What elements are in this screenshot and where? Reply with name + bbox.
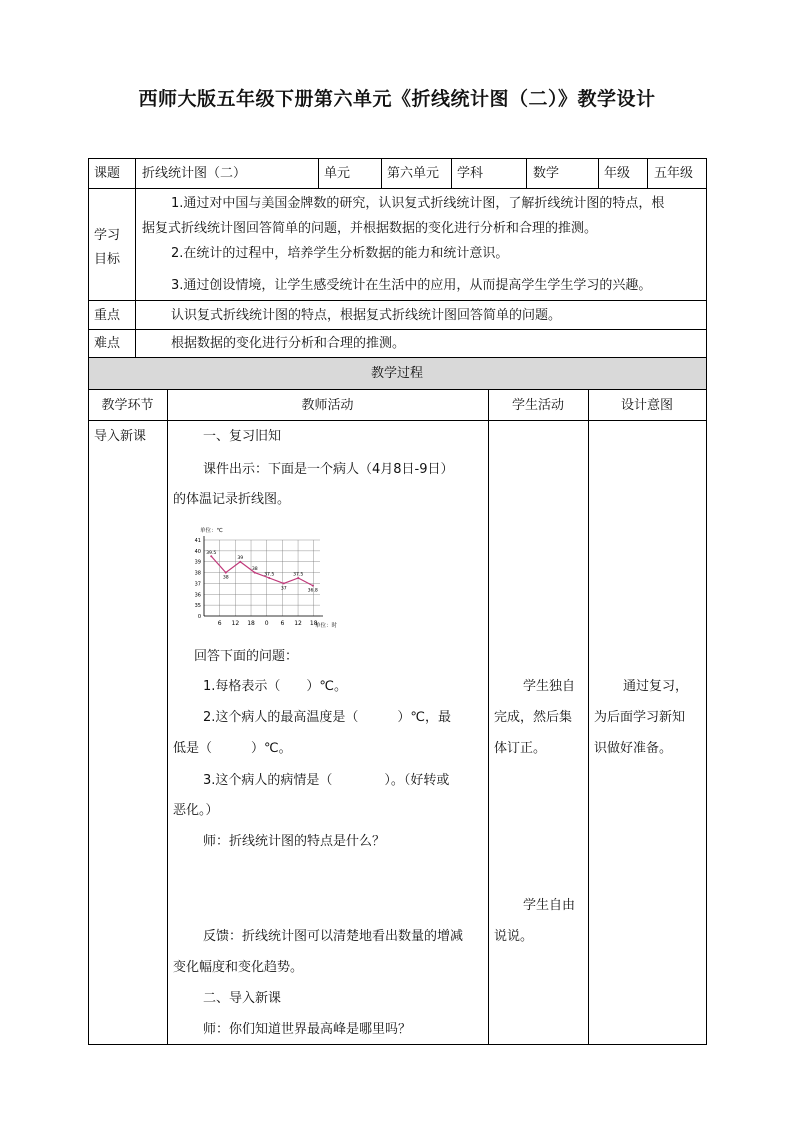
- teacher-line: 反馈：折线统计图可以清楚地看出数量的增减: [203, 929, 464, 944]
- chart-data-label: 37.5: [293, 572, 304, 578]
- teacher-line: 2.这个病人的最高温度是（ ）℃，最: [203, 710, 452, 725]
- process-header: 教学过程: [370, 366, 423, 381]
- student-line: 学生自由: [523, 898, 576, 913]
- goals-line: 据复式折线统计图回答简单的问题，并根据数据的变化进行分析和合理的推测。: [142, 221, 598, 236]
- grade-label: 年级: [604, 166, 631, 181]
- grade-value: 五年级: [654, 166, 694, 181]
- column-header-student: 学生活动: [511, 398, 564, 413]
- key-point-text: 认识复式折线统计图的特点，根据复式折线统计图回答简单的问题。: [171, 308, 562, 323]
- chart-point: [225, 572, 227, 574]
- chart-y-tick-label: 41: [194, 538, 201, 544]
- chart-grid: [204, 540, 320, 616]
- chart-data-label: 39.5: [206, 550, 217, 556]
- intent-line: 为后面学习新知: [594, 710, 686, 725]
- table-border: [88, 188, 707, 189]
- table-border: [88, 158, 89, 1045]
- unit-value: 第六单元: [387, 166, 440, 181]
- chart-y-tick-label: 40: [194, 548, 201, 555]
- table-border: [598, 158, 599, 188]
- teacher-line: 低是（ ）℃。: [173, 741, 292, 756]
- table-border: [451, 158, 452, 188]
- chart-data-labels: [206, 550, 318, 594]
- teacher-line: 一、复习旧知: [203, 429, 282, 444]
- goals-line: 2.在统计的过程中，培养学生分析数据的能力和统计意识。: [171, 246, 509, 261]
- intent-line: 识做好准备。: [594, 741, 673, 756]
- teacher-line: 恶化。）: [173, 803, 219, 818]
- student-line: 完成，然后集: [494, 710, 573, 725]
- chart-data-label: 37: [280, 586, 287, 592]
- goals-line: 3.通过创设情境，让学生感受统计在生活中的应用，从而提高学生学生学习的兴趣。: [171, 278, 652, 293]
- table-border: [167, 389, 168, 1045]
- subject-value: 数学: [533, 166, 560, 181]
- column-header-intent: 设计意图: [620, 398, 673, 413]
- student-line: 学生独自: [523, 679, 576, 694]
- chart-data-label: 38: [251, 567, 258, 573]
- unit-label: 单元: [324, 166, 351, 181]
- chart-x-ticks: [218, 620, 318, 627]
- chart-y-unit-label: 单位：℃: [200, 528, 223, 534]
- table-border: [88, 158, 707, 159]
- temperature-line-chart: [190, 524, 350, 634]
- chart-data-label: 38: [222, 575, 229, 581]
- difficulty-text: 根据数据的变化进行分析和合理的推测。: [171, 336, 406, 351]
- intent-line: 通过复习，: [623, 679, 689, 694]
- subject-label: 学科: [457, 166, 484, 181]
- table-border: [488, 389, 489, 1045]
- chart-x-tick-label: 18: [309, 620, 318, 627]
- document-title: 西师大版五年级下册第六单元《折线统计图（二）》教学设计: [138, 88, 656, 110]
- chart-point: [312, 585, 314, 587]
- goals-label-line2: 目标: [94, 252, 121, 267]
- chart-y-tick-label: 35: [194, 603, 201, 610]
- table-border: [647, 158, 648, 188]
- table-border: [135, 188, 136, 357]
- teacher-line: 二、导入新课: [203, 991, 282, 1006]
- chart-y-tick-label: 39: [194, 559, 201, 566]
- table-border: [88, 300, 707, 301]
- chart-y-tick-label: 38: [194, 570, 201, 577]
- chart-y-tick-label: 37: [194, 581, 201, 588]
- chart-y-tick-label: 36: [194, 592, 201, 599]
- stage-label: 导入新课: [94, 429, 147, 444]
- goals-label-line1: 学习: [94, 228, 121, 243]
- topic-value: 折线统计图（二）: [142, 166, 247, 181]
- table-border: [88, 329, 707, 330]
- student-line: 说说。: [494, 929, 534, 944]
- chart-data-label: 36.8: [307, 588, 318, 594]
- chart-x-tick-label: 6: [280, 620, 285, 627]
- table-border: [526, 158, 527, 188]
- teacher-line: 3.这个病人的病情是（ ）。（好转或: [203, 773, 450, 788]
- chart-y-ticks: [195, 538, 201, 620]
- chart-x-tick-label: 0: [264, 620, 269, 627]
- topic-label: 课题: [94, 166, 121, 181]
- chart-data-label: 39: [237, 556, 244, 562]
- chart-x-tick-label: 12: [294, 620, 302, 627]
- student-line: 体订正。: [494, 741, 547, 756]
- chart-x-unit-label: 单位：时: [315, 623, 338, 629]
- chart-x-tick-label: 12: [231, 620, 240, 627]
- teacher-line: 师：折线统计图的特点是什么？: [203, 834, 386, 849]
- chart-series-line: [211, 556, 313, 585]
- chart-point: [283, 582, 285, 584]
- table-border: [88, 389, 707, 390]
- teacher-line: 变化幅度和变化趋势。: [173, 960, 304, 975]
- table-border: [588, 389, 589, 1045]
- table-border: [318, 158, 319, 188]
- chart-data-label: 37.5: [264, 572, 275, 578]
- table-border: [135, 158, 136, 188]
- teacher-line: 师：你们知道世界最高峰是哪里吗？: [203, 1022, 412, 1037]
- chart-y-tick-label: 0: [197, 614, 201, 620]
- teacher-line: 课件出示：下面是一个病人（4月8日-9日）: [203, 462, 454, 477]
- column-header-stage: 教学环节: [101, 398, 154, 413]
- table-border: [88, 357, 707, 358]
- table-border: [88, 420, 707, 421]
- teacher-line: 回答下面的问题：: [194, 649, 299, 664]
- chart-x-tick-label: 18: [247, 620, 255, 627]
- table-border: [381, 158, 382, 188]
- teacher-line: 1.每格表示（ ）℃。: [203, 679, 348, 694]
- column-header-teacher: 教师活动: [301, 398, 354, 413]
- table-border: [88, 1044, 707, 1045]
- table-border: [706, 158, 707, 1045]
- difficulty-label: 难点: [94, 336, 121, 351]
- chart-x-tick-label: 6: [217, 620, 222, 627]
- key-point-label: 重点: [94, 308, 121, 323]
- teacher-line: 的体温记录折线图。: [173, 492, 291, 507]
- goals-line: 1.通过对中国与美国金牌数的研究，认识复式折线统计图，了解折线统计图的特点，根: [171, 196, 665, 211]
